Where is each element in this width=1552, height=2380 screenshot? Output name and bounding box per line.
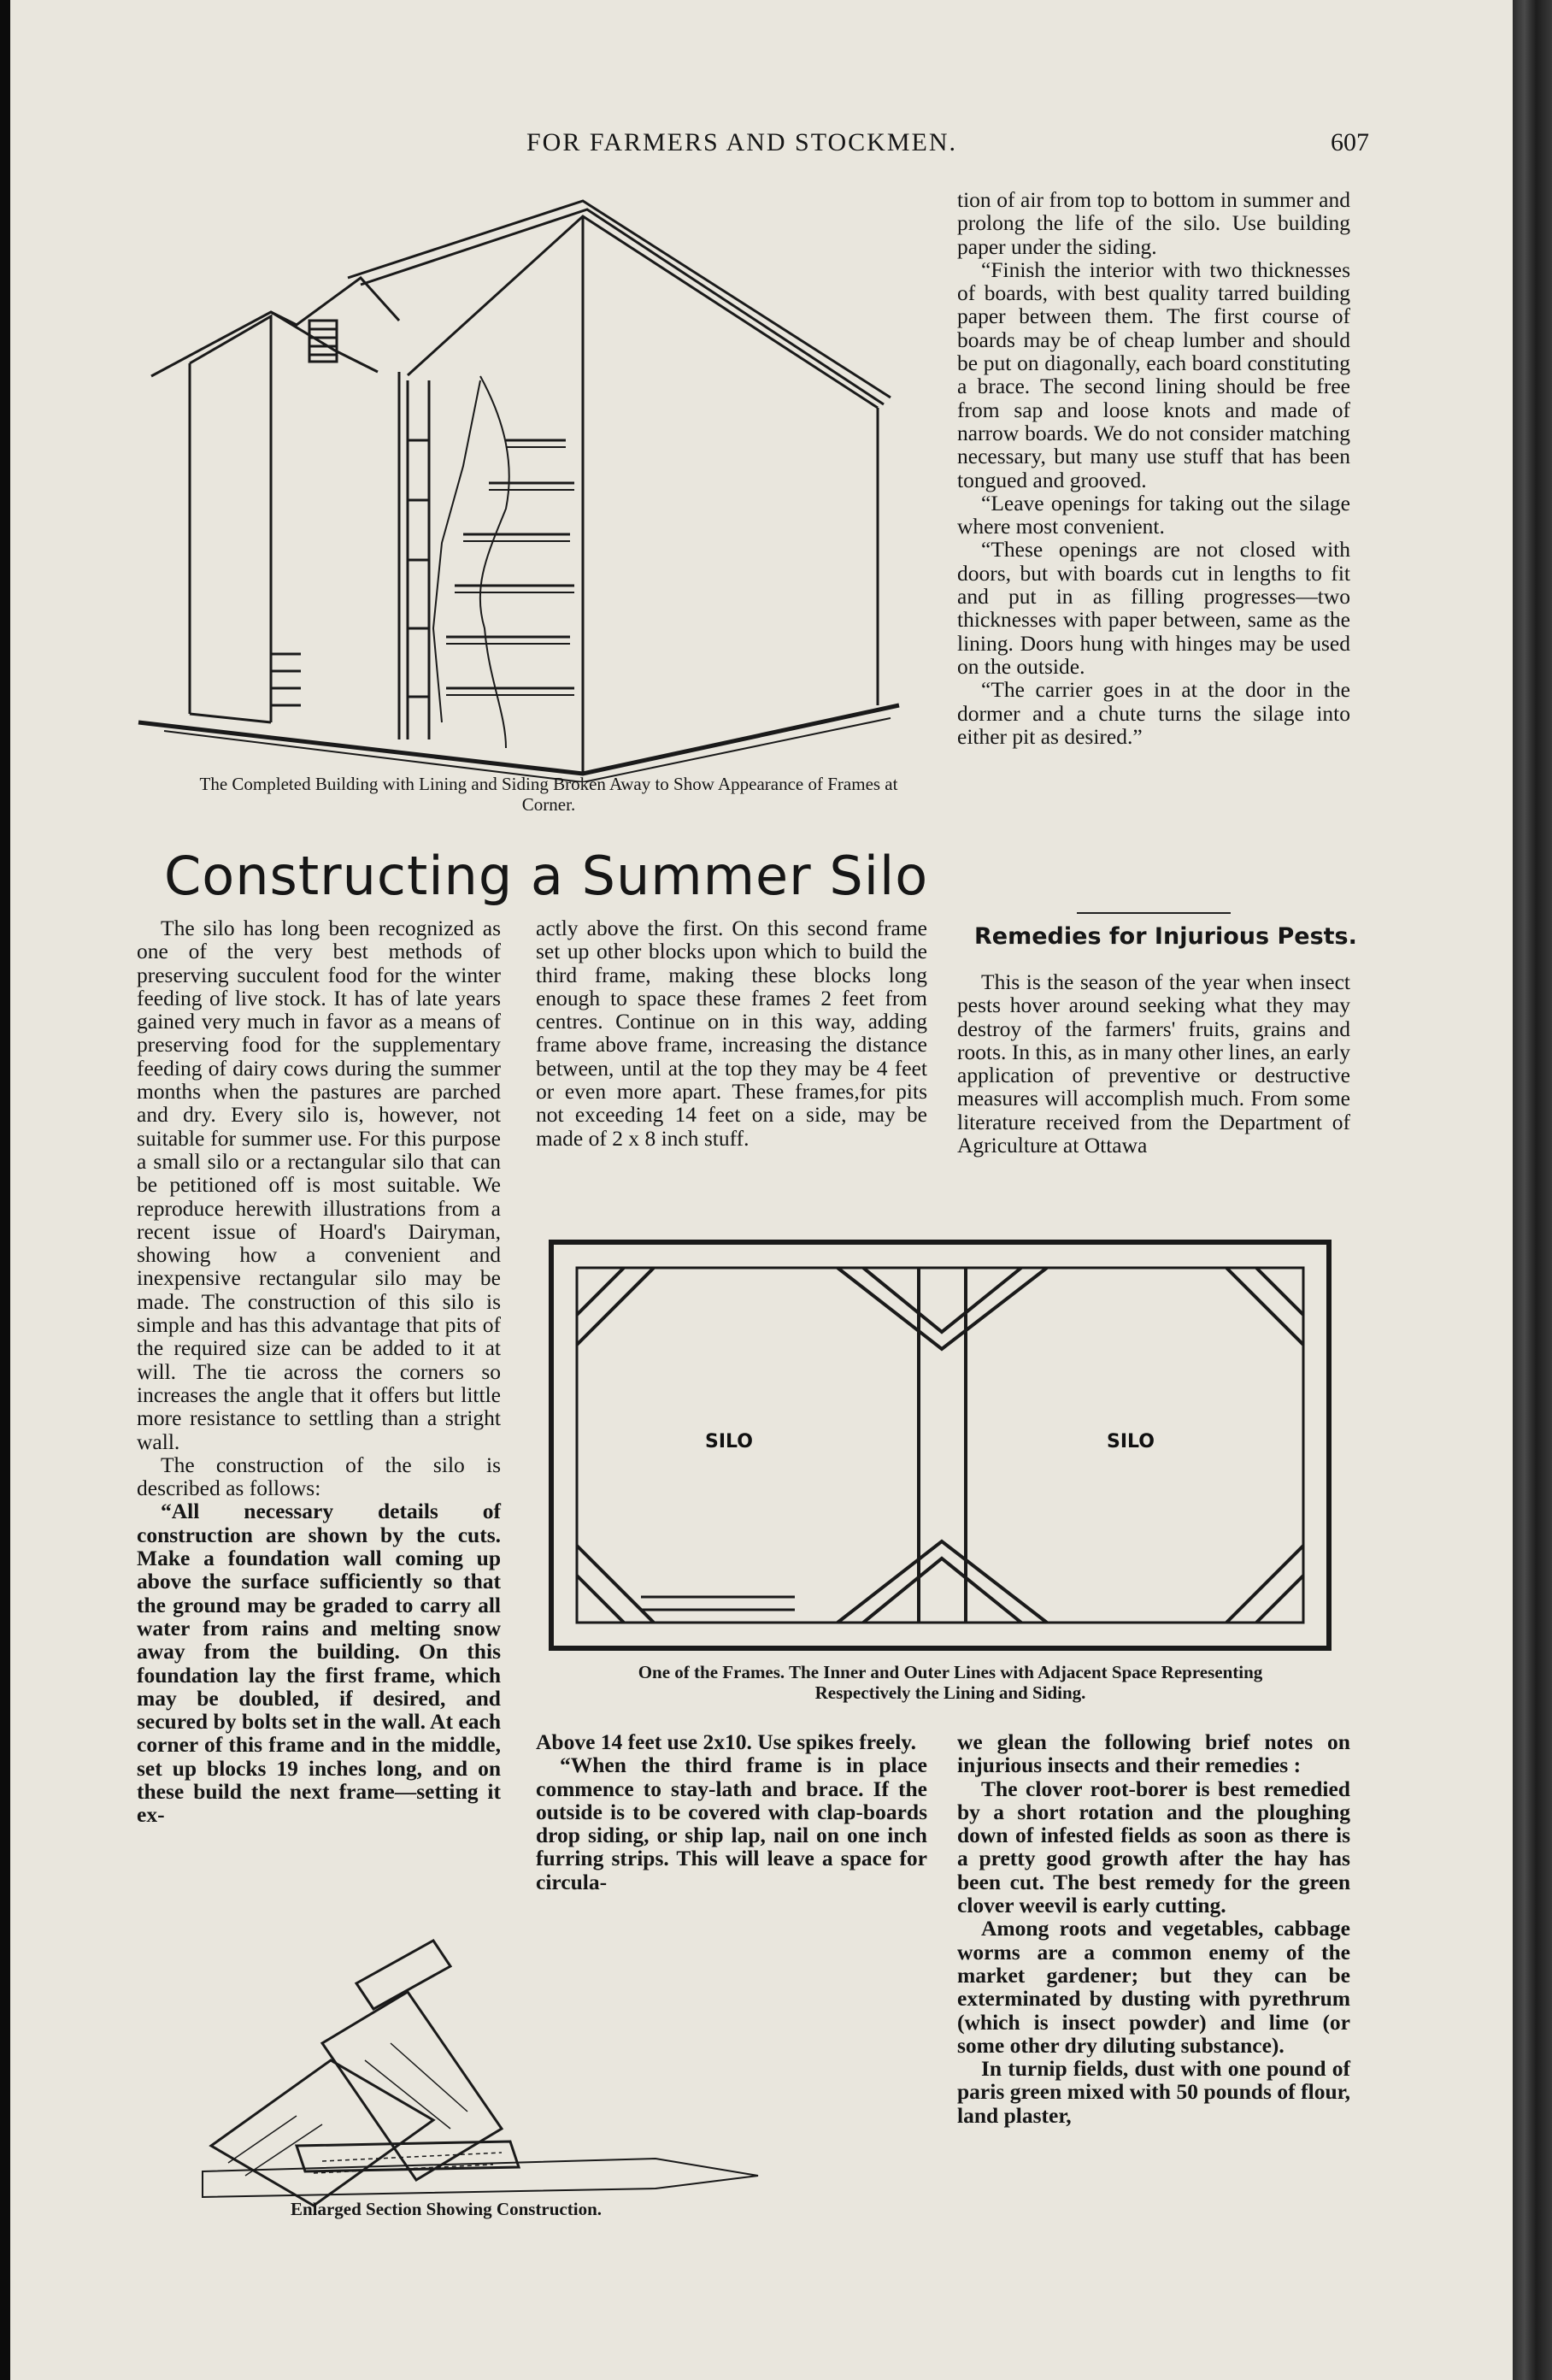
column3-text: [957, 188, 1350, 748]
pests-intro: [957, 970, 1350, 1157]
paragraph: we glean the following brief notes on injurious insects and their remedies :: [957, 1729, 1350, 1778]
paragraph: “These openings are not closed with doors, but with boards cut in lengths to fit and put in as filling progresses—two thicknesses with paper between, same as the lining. Doors hung with hinges may be used on the outside.: [957, 537, 1350, 679]
column3-bottom-text: [957, 1730, 1350, 2127]
paragraph: In turnip fields, dust with one pound of paris green mixed with 50 pounds of flour, land plaster,: [957, 2056, 1350, 2128]
paragraph: actly above the first. On this second frame set up other blocks upon which to build the third frame, making these blocks long enough to space these frames 2 feet from centres. Continue on in this way, adding frame above frame, increasing the distance between, until at the top they may be 4 feet or even more apart. These frames,for pits not exceeding 14 feet on a side, may be made of 2 x 8 inch stuff.: [536, 916, 927, 1151]
figure1-caption: The Completed Building with Lining and Siding Broken Away to Show Appearance of Frames at Corner.: [199, 774, 898, 815]
figure2-caption-line1: One of the Frames. The Inner and Outer Lines with Adjacent Space Representing: [638, 1662, 1263, 1682]
silo-label-right: SILO: [1107, 1431, 1155, 1452]
paragraph: “When the third frame is in place commence to stay-lath and brace. If the outside is to be covered with clap-boards drop siding, or ship lap, nail on one inch furring strips. This will leave a space for circula-: [536, 1753, 927, 1894]
running-header: FOR FARMERS AND STOCKMEN.: [526, 128, 957, 156]
section-divider: [1077, 912, 1231, 914]
paragraph: The construction of the silo is described as follows:: [137, 1452, 501, 1501]
column2-bottom-text: [536, 1730, 927, 1894]
paragraph: “The carrier goes in at the door in the dormer and a chute turns the silage into either pit as desired.”: [957, 677, 1350, 749]
frame-plan-illustration: [538, 1229, 1350, 1657]
page-number: 607: [1331, 128, 1369, 156]
paragraph: The silo has long been recognized as one of the very best methods of preserving succulent food for the winter feeding of live stock. It has of late years gained very much in favor as a means of preserving food for the supplementary feeding of dairy cows during the summer months when the pastures are parched and dry. Every silo is, however, not suitable for summer use. For this purpose a small silo or a rectangular silo that can be petitioned off is most suitable. We reproduce herewith illustrations from a recent issue of Hoard's Dairyman, showing how a convenient and inexpensive rectangular silo may be made. The construction of this silo is simple and has this advantage that pits of the required size can be added to it at will. The tie across the corners so increases the angle that it offers but little more resistance to settling than a stright wall.: [137, 916, 501, 1454]
paragraph: Above 14 feet use 2x10. Use spikes freely.: [536, 1729, 917, 1754]
figure2-caption-line2: Respectively the Lining and Siding.: [814, 1682, 1086, 1703]
column1-text: [137, 916, 501, 1827]
figure3-caption: Enlarged Section Showing Construction.: [290, 2199, 603, 2219]
binding-edge: [1513, 0, 1552, 2380]
column2-text: [536, 916, 927, 1150]
paragraph: This is the season of the year when insect pests hover around seeking what they may destroy of the farmers' fruits, grains and roots. In this, as in many other lines, an early application of preventive or destructive measures will accomplish much. From some literature received from the Department of Agriculture at Ottawa: [957, 969, 1350, 1158]
paragraph: “Leave openings for taking out the silage where most convenient.: [957, 490, 1350, 539]
pests-heading: Remedies for Injurious Pests.: [974, 923, 1357, 950]
paragraph: Among roots and vegetables, cabbage worms are a common enemy of the market gardener; but they can be exterminated by dusting with pyrethrum (which is insect powder) and lime (or some other dry diluting substance).: [957, 1916, 1350, 2058]
magazine-page: [10, 0, 1513, 2380]
figure2-caption: [540, 1662, 1361, 1703]
paragraph: “Finish the interior with two thicknesses of boards, with best quality tarred building paper between them. The first course of boards may be of cheap lumber and should be put on diagonally, each board constituting a brace. The second lining should be free from sap and loose knots and made of narrow boards. We do not consider matching necessary, but many use stuff that has been tongued and grooved.: [957, 256, 1350, 492]
silo-label-left: SILO: [705, 1431, 753, 1452]
enlarged-section-illustration: [194, 1932, 844, 2214]
silo-building-illustration: [104, 184, 916, 782]
paragraph: tion of air from top to bottom in summer and prolong the life of the silo. Use building paper under the siding.: [957, 187, 1350, 259]
paragraph: The clover root-borer is best remedied by a short rotation and the ploughing down of infested fields as soon as there is a pretty good growth after the hay has been cut. The best remedy for the green clover weevil is early cutting.: [957, 1776, 1350, 1918]
article-title: Constructing a Summer Silo: [164, 845, 929, 907]
paragraph: “All necessary details of construction are shown by the cuts. Make a foundation wall coming up above the surface sufficiently so that the ground may be graded to carry all water from rains and melting snow away from the building. On this foundation lay the first frame, which may be doubled, if desired, and secured by bolts set in the wall. At each corner of this frame and in the middle, set up blocks 19 inches long, and on these build the next frame—setting it ex-: [137, 1499, 501, 1828]
